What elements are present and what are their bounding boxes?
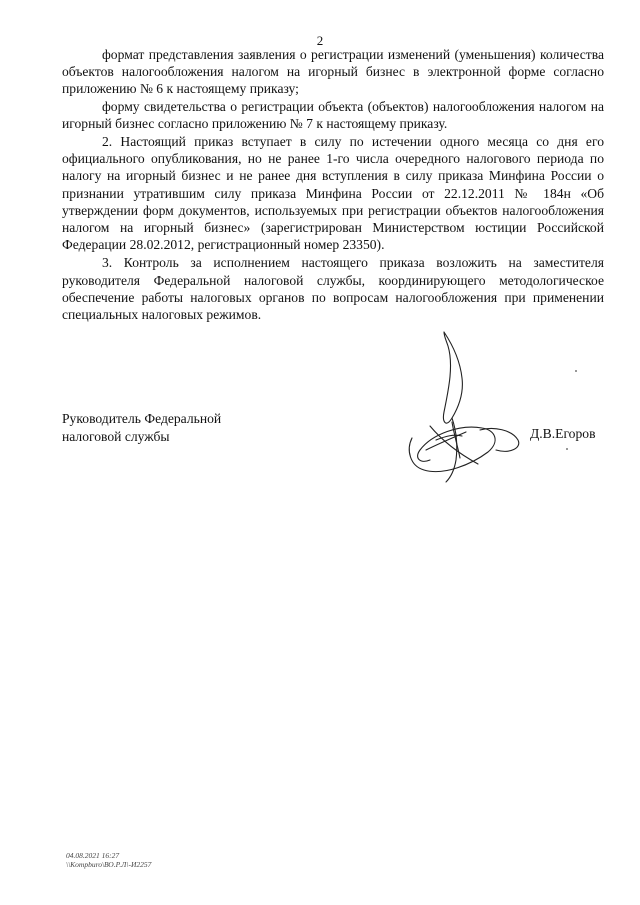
scan-speck <box>566 448 568 450</box>
document-body <box>62 46 604 323</box>
paragraph-format-submission: формат представления заявления о регистрации изменений (уменьшения) количества объектов налогообложения налогом на игорный бизнес в электронной форме согласно приложению № 6 к настоящему приказу; <box>62 47 604 97</box>
paragraph-certificate-form: форму свидетельства о регистрации объекта (объектов) налогообложения налогом на игорный бизнес согласно приложению № 7 к настоящему приказу. <box>62 98 604 131</box>
signer-title-line1: Руководитель Федеральной <box>62 411 222 426</box>
signer-title <box>62 410 282 446</box>
paragraph-effective-date: 2. Настоящий приказ вступает в силу по истечении одного месяца со дня его официального опубликования, но не ранее 1-го числа очередного налогового периода по налогу на игорный бизнес и не ранее дня вступления в силу приказа Минфина России о признании утратившим силу приказа Минфина России от 22.12.2011 № 184н «Об утверждении форм документов, используемых при регистрации объектов налогообложения налогом на игорный бизнес» (зарегистрирован Министерством юстиции Российской Федерации 28.02.2012, регистрационный номер 23350). <box>62 134 604 253</box>
page-number: 2 <box>316 33 324 48</box>
footer-timestamp: 04.08.2021 16:27 <box>66 851 120 860</box>
paragraph-control: 3. Контроль за исполнением настоящего приказа возложить на заместителя руководителя Федеральной налоговой службы, координирующего методологическое обеспечение работы налоговых органов по вопросам налогообложения при применении специальных налоговых режимов. <box>62 255 604 323</box>
signer-name: Д.В.Егоров <box>530 426 596 441</box>
footer-note <box>66 851 151 869</box>
footer-file-path: \\Kompburo\ВО.Р.Л\-И2257 <box>66 860 152 869</box>
scan-speck <box>575 370 577 372</box>
handwritten-signature <box>396 326 528 486</box>
signer-title-line2: налоговой службы <box>62 429 170 444</box>
